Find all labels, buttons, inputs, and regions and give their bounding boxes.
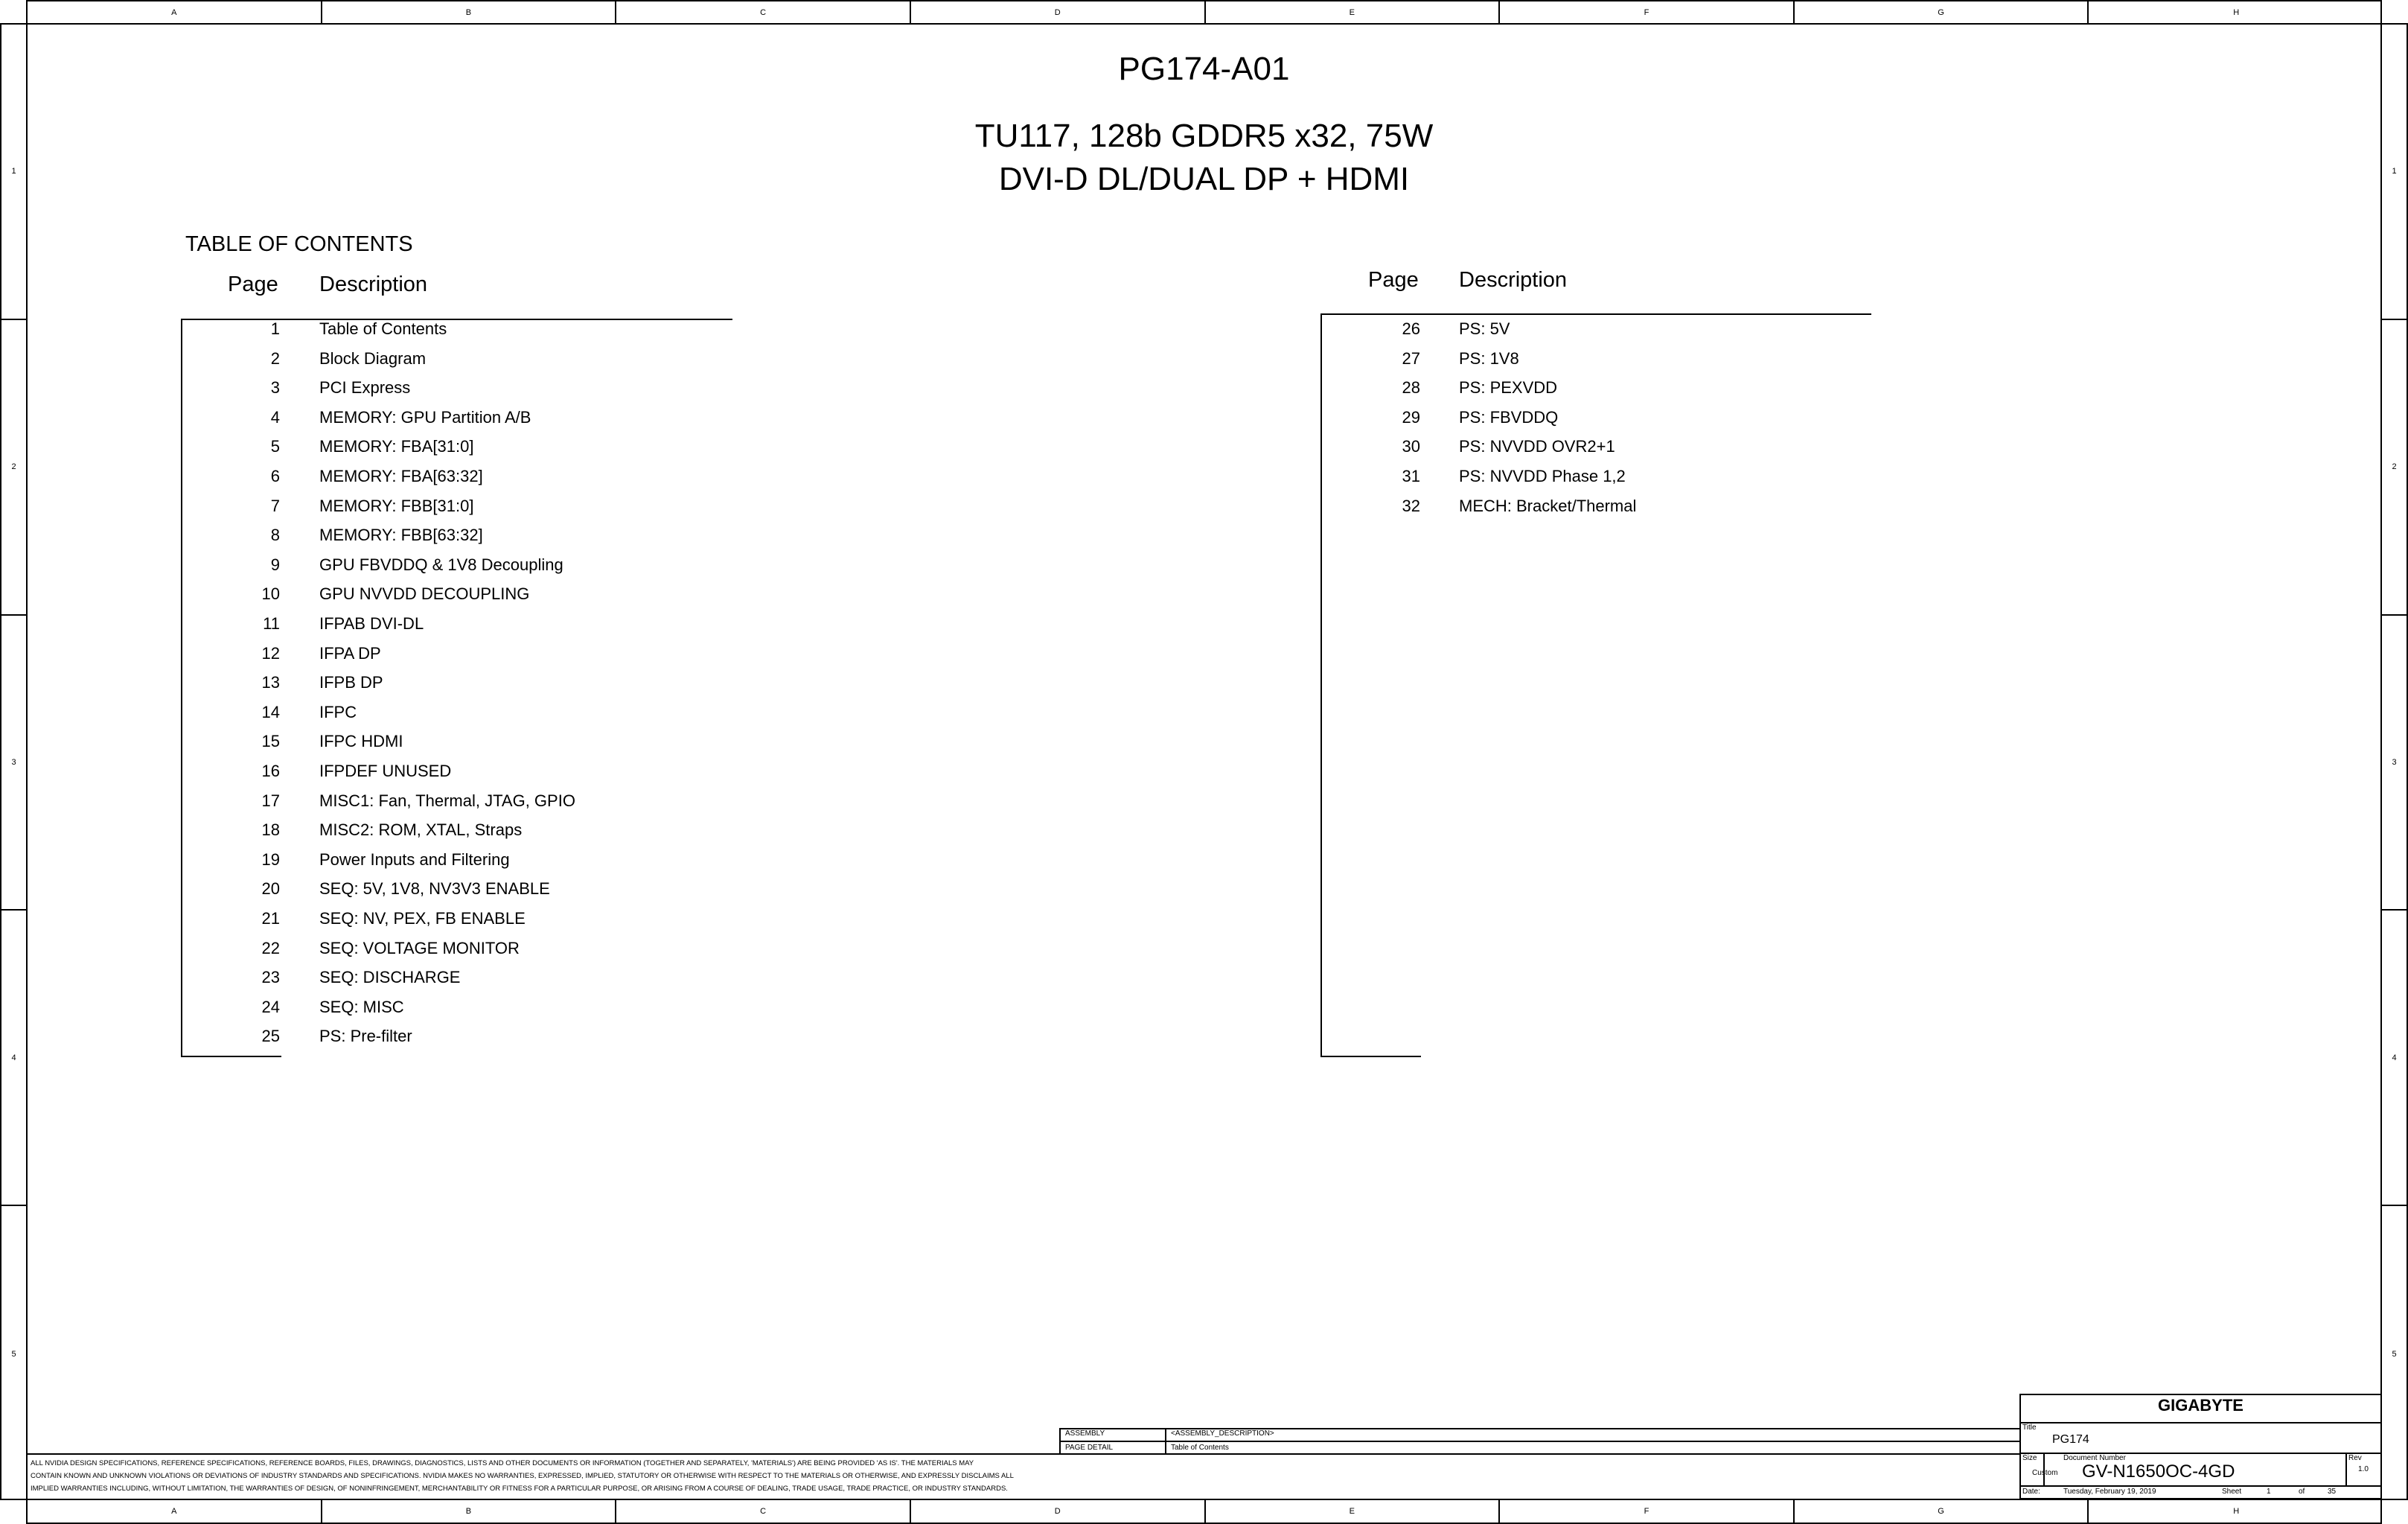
toc-description: MEMORY: FBA[31:0] xyxy=(319,437,474,456)
toc-description: PS: 1V8 xyxy=(1459,348,1519,368)
zone-col-label: C xyxy=(760,7,767,17)
zone-col-e xyxy=(1206,1,1501,23)
sheet-value: 1 xyxy=(2267,1488,2271,1496)
left-col-description-header: Description xyxy=(319,272,428,296)
toc-description: SEQ: DISCHARGE xyxy=(319,968,461,987)
toc-description: SEQ: 5V, 1V8, NV3V3 ENABLE xyxy=(319,879,550,899)
zone-row-label: 3 xyxy=(2392,757,2397,767)
toc-description: Block Diagram xyxy=(319,348,427,368)
total-sheets-value: 35 xyxy=(2328,1488,2337,1496)
zone-col-h xyxy=(2089,1,2383,23)
toc-row xyxy=(213,550,840,580)
toc-page-number: 4 xyxy=(270,407,280,427)
zone-strip-left xyxy=(0,23,28,1500)
rev-divider xyxy=(2345,1453,2347,1485)
toc-description: IFPAB DVI-DL xyxy=(319,614,424,633)
disclaimer-line-3: IMPLIED WARRANTIES INCLUDING, WITHOUT LIMITATION, THE WARRANTIES OF DESIGN, OF NONINFRINGEMENT, MERCHANTABILITY OR FITNESS FOR A PARTICULAR PURPOSE, OR ARISING FROM A COURSE OF DEALING, TRADE USAGE, TRADE PRACTICE, OR INDUSTRY STANDARDS. xyxy=(31,1485,1008,1493)
toc-row xyxy=(213,845,840,875)
toc-row xyxy=(213,462,840,491)
zone-row-4 xyxy=(1,911,26,1206)
zone-row-label: 1 xyxy=(2392,167,2397,176)
size-value: Custom xyxy=(2032,1469,2058,1477)
toc-page-number: 6 xyxy=(270,467,280,485)
zone-col-c xyxy=(616,1500,911,1523)
toc-row xyxy=(1353,314,1980,344)
assembly-divider-h xyxy=(1059,1441,2019,1442)
toc-page-number: 29 xyxy=(1402,407,1420,427)
toc-page-number: 26 xyxy=(1402,319,1420,338)
toc-page-number: 18 xyxy=(261,820,280,840)
toc-page-number: 3 xyxy=(270,378,280,398)
toc-row xyxy=(213,1021,840,1051)
toc-page-number: 31 xyxy=(1402,467,1420,485)
toc-row xyxy=(213,639,840,669)
zone-strip-top xyxy=(26,0,2382,25)
toc-row xyxy=(213,934,840,963)
toc-page-number: 12 xyxy=(261,643,280,663)
toc-row xyxy=(213,727,840,756)
toc-page-number: 17 xyxy=(261,791,280,810)
assembly-label: ASSEMBLY xyxy=(1065,1429,1105,1438)
zone-col-label: D xyxy=(1054,1507,1061,1516)
toc-page-number: 23 xyxy=(261,968,280,987)
toc-row xyxy=(213,520,840,550)
toc-page-number: 20 xyxy=(261,879,280,899)
toc-page-number: 13 xyxy=(261,673,280,692)
toc-row xyxy=(213,963,840,992)
toc-description: GPU NVVDD DECOUPLING xyxy=(319,584,530,604)
toc-row xyxy=(1353,491,1980,521)
toc-row xyxy=(213,786,840,816)
toc-description: IFPC HDMI xyxy=(319,732,403,751)
toc-description: SEQ: MISC xyxy=(319,997,404,1016)
zone-row-label: 4 xyxy=(11,1053,16,1062)
sheet-label: Sheet xyxy=(2222,1488,2242,1496)
toc-row xyxy=(213,815,840,845)
toc-page-number: 11 xyxy=(263,614,280,633)
toc-description: PS: FBVDDQ xyxy=(1459,407,1559,427)
title-value: PG174 xyxy=(2052,1433,2089,1446)
zone-col-label: E xyxy=(1349,1507,1355,1516)
zone-col-label: H xyxy=(2233,1507,2240,1516)
toc-row xyxy=(213,403,840,433)
date-value: Tuesday, February 19, 2019 xyxy=(2063,1488,2156,1496)
toc-description: IFPB DP xyxy=(319,673,383,692)
zone-row-3 xyxy=(1,616,26,911)
toc-description: SEQ: VOLTAGE MONITOR xyxy=(319,938,520,957)
zone-row-3 xyxy=(2382,616,2407,911)
zone-col-label: E xyxy=(1349,7,1355,17)
zone-col-d xyxy=(911,1,1206,23)
zone-strip-right xyxy=(2380,23,2408,1500)
toc-description: MEMORY: FBB[63:32] xyxy=(319,526,483,545)
zone-col-g xyxy=(1795,1500,2089,1523)
rev-label: Rev xyxy=(2348,1454,2362,1462)
left-col-page-header: Page xyxy=(228,272,278,296)
toc-page-number: 24 xyxy=(261,997,280,1016)
company-name: GIGABYTE xyxy=(2158,1396,2243,1415)
zone-row-5 xyxy=(1,1206,26,1502)
zone-row-label: 2 xyxy=(2392,462,2397,472)
zone-col-label: G xyxy=(1938,7,1944,17)
zone-col-label: D xyxy=(1054,7,1061,17)
toc-row xyxy=(213,874,840,904)
toc-page-number: 27 xyxy=(1402,348,1420,368)
zone-row-5 xyxy=(2382,1206,2407,1502)
toc-description: Table of Contents xyxy=(319,319,447,338)
of-label: of xyxy=(2299,1488,2305,1496)
disclaimer-line-1: ALL NVIDIA DESIGN SPECIFICATIONS, REFERENCE SPECIFICATIONS, REFERENCE BOARDS, FILES, DRAWINGS, DIAGNOSTICS, LISTS AND OTHER DOCUMENTS OR INFORMATION (TOGETHER AND SEPARATELY, 'MATERIALS') ARE BEING PROVIDED 'AS IS'. THE MATERIALS MAY xyxy=(31,1459,974,1467)
zone-row-label: 1 xyxy=(11,167,16,176)
toc-description: PS: NVVDD Phase 1,2 xyxy=(1459,467,1626,485)
toc-description: MECH: Bracket/Thermal xyxy=(1459,496,1637,515)
toc-heading: TABLE OF CONTENTS xyxy=(185,232,413,256)
zone-col-label: G xyxy=(1938,1507,1944,1516)
zone-row-2 xyxy=(2382,320,2407,616)
zone-col-g xyxy=(1795,1,2089,23)
zone-row-label: 4 xyxy=(2392,1053,2397,1062)
right-col-page-header: Page xyxy=(1368,268,1419,292)
page-detail-value: Table of Contents xyxy=(1171,1444,1229,1452)
toc-description: MEMORY: GPU Partition A/B xyxy=(319,407,531,427)
toc-page-number: 7 xyxy=(270,496,280,515)
project-title: PG174-A01 xyxy=(1118,51,1290,87)
toc-row xyxy=(213,314,840,344)
toc-page-number: 5 xyxy=(270,437,280,456)
toc-row xyxy=(1353,373,1980,403)
zone-col-label: A xyxy=(171,1507,177,1516)
toc-page-number: 28 xyxy=(1402,378,1420,398)
toc-description: Power Inputs and Filtering xyxy=(319,849,510,869)
zone-col-h xyxy=(2089,1500,2383,1523)
page-detail-label: PAGE DETAIL xyxy=(1065,1444,1114,1452)
toc-description: IFPC xyxy=(319,702,357,721)
toc-page-number: 25 xyxy=(261,1027,280,1046)
toc-description: IFPDEF UNUSED xyxy=(319,762,452,780)
toc-page-number: 2 xyxy=(270,348,280,368)
toc-page-number: 9 xyxy=(270,555,280,574)
toc-description: PCI Express xyxy=(319,378,411,398)
toc-description: PS: PEXVDD xyxy=(1459,378,1558,398)
toc-page-number: 19 xyxy=(261,849,280,869)
docnum-value: GV-N1650OC-4GD xyxy=(2082,1461,2235,1482)
toc-description: PS: 5V xyxy=(1459,319,1510,338)
toc-row xyxy=(213,668,840,698)
toc-row xyxy=(1353,432,1980,462)
size-label: Size xyxy=(2022,1454,2037,1462)
outputs-title: DVI-D DL/DUAL DP + HDMI xyxy=(998,161,1410,197)
toc-row xyxy=(213,609,840,639)
zone-col-label: F xyxy=(1644,7,1649,17)
toc-page-number: 15 xyxy=(261,732,280,751)
toc-description: SEQ: NV, PEX, FB ENABLE xyxy=(319,909,526,928)
title-block-rule-1 xyxy=(2019,1422,2382,1423)
right-col-description-header: Description xyxy=(1459,268,1568,292)
title-block-rule-3 xyxy=(2019,1485,2382,1487)
zone-col-b xyxy=(322,1500,617,1523)
gpu-config-title: TU117, 128b GDDR5 x32, 75W xyxy=(974,118,1434,154)
toc-page-number: 32 xyxy=(1402,496,1420,515)
zone-row-2 xyxy=(1,320,26,616)
toc-page-number: 16 xyxy=(261,762,280,780)
toc-row xyxy=(1353,462,1980,491)
toc-description: PS: Pre-filter xyxy=(319,1027,412,1046)
zone-col-label: B xyxy=(465,1507,472,1516)
zone-strip-bottom xyxy=(26,1499,2382,1524)
toc-page-number: 22 xyxy=(261,938,280,957)
toc-description: MISC2: ROM, XTAL, Straps xyxy=(319,820,523,840)
toc-row xyxy=(213,579,840,609)
zone-row-4 xyxy=(2382,911,2407,1206)
zone-col-c xyxy=(616,1,911,23)
toc-page-number: 10 xyxy=(261,584,280,604)
zone-row-label: 2 xyxy=(11,462,16,472)
toc-row xyxy=(213,373,840,403)
toc-description: MEMORY: FBA[63:32] xyxy=(319,467,483,485)
toc-description: IFPA DP xyxy=(319,643,381,663)
toc-row xyxy=(213,992,840,1022)
zone-col-a xyxy=(28,1,322,23)
toc-row xyxy=(213,432,840,462)
toc-page-number: 21 xyxy=(261,909,280,928)
date-label: Date: xyxy=(2022,1488,2040,1496)
zone-row-label: 3 xyxy=(11,757,16,767)
zone-row-label: 5 xyxy=(2392,1349,2397,1359)
zone-col-a xyxy=(28,1500,322,1523)
toc-description: GPU FBVDDQ & 1V8 Decoupling xyxy=(319,555,563,574)
zone-col-label: A xyxy=(171,7,177,17)
zone-col-f xyxy=(1500,1500,1795,1523)
toc-row xyxy=(1353,344,1980,374)
toc-page-number: 8 xyxy=(270,526,280,545)
assembly-divider-v xyxy=(1165,1428,1166,1455)
toc-row xyxy=(213,904,840,934)
zone-col-d xyxy=(911,1500,1206,1523)
zone-col-label: F xyxy=(1644,1507,1649,1516)
toc-row xyxy=(213,698,840,727)
zone-col-f xyxy=(1500,1,1795,23)
zone-col-label: C xyxy=(760,1507,767,1516)
zone-col-label: H xyxy=(2233,7,2240,17)
toc-row xyxy=(213,344,840,374)
toc-page-number: 1 xyxy=(270,319,280,338)
toc-row xyxy=(213,756,840,786)
rev-value: 1.0 xyxy=(2358,1465,2369,1473)
zone-row-label: 5 xyxy=(11,1349,16,1359)
toc-row xyxy=(213,491,840,521)
toc-page-number: 14 xyxy=(261,702,280,721)
zone-col-b xyxy=(322,1,617,23)
docnum-label: Document Number xyxy=(2063,1454,2126,1462)
disclaimer-line-2: CONTAIN KNOWN AND UNKNOWN VIOLATIONS OR DEVIATIONS OF INDUSTRY STANDARDS AND SPECIFICATIONS. NVIDIA MAKES NO WARRANTIES, EXPRESSED, IMPLIED, STATUTORY OR OTHERWISE WITH RESPECT TO THE MATERIALS OR OTHERWISE, AND EXPRESSLY DISCLAIMS ALL xyxy=(31,1472,1014,1480)
toc-page-number: 30 xyxy=(1402,437,1420,456)
toc-description: MEMORY: FBB[31:0] xyxy=(319,496,474,515)
assembly-value: <ASSEMBLY_DESCRIPTION> xyxy=(1171,1429,1274,1438)
toc-description: MISC1: Fan, Thermal, JTAG, GPIO xyxy=(319,791,575,810)
title-label: Title xyxy=(2022,1423,2037,1432)
zone-col-e xyxy=(1206,1500,1501,1523)
toc-description: PS: NVVDD OVR2+1 xyxy=(1459,437,1615,456)
zone-col-label: B xyxy=(465,7,472,17)
toc-row xyxy=(1353,403,1980,433)
